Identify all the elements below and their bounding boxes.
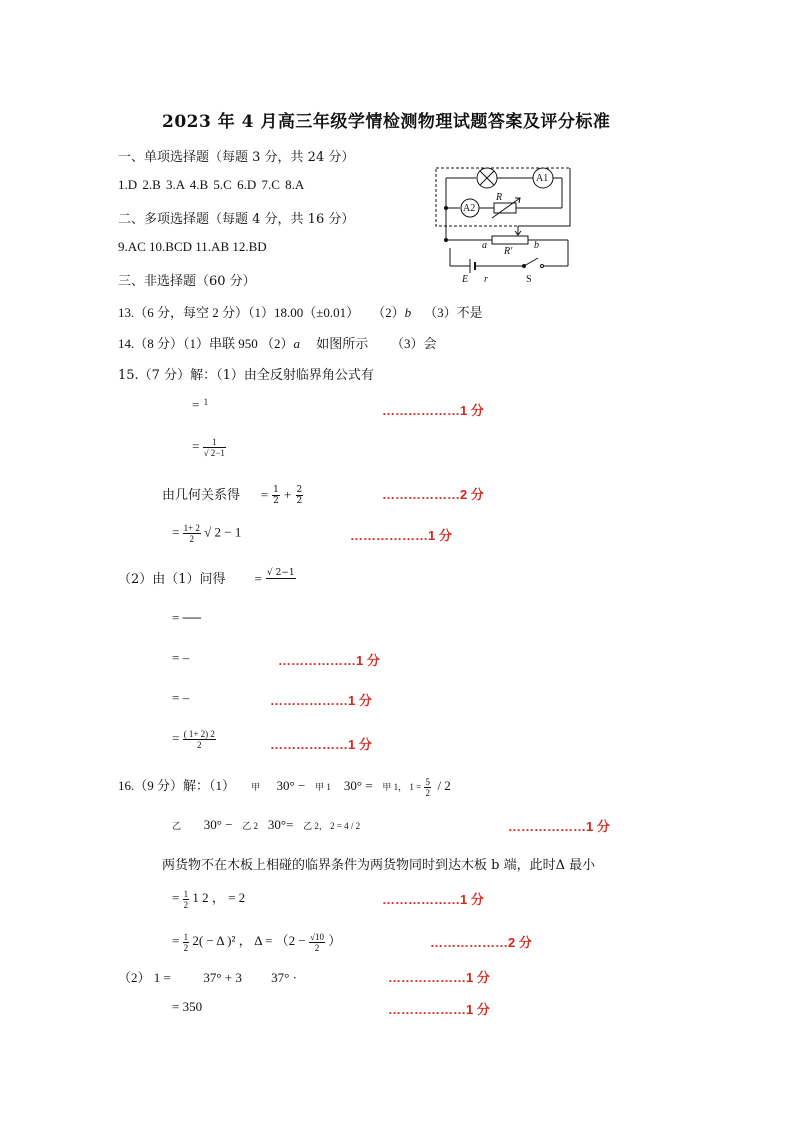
label-r-internal: r [484, 274, 488, 285]
label-r: R [496, 192, 503, 203]
multi-choice-answers: 9.AC 10.BCD 11.AB 12.BD [118, 239, 267, 254]
score-8: ………………1 分 [382, 892, 484, 907]
label-rprime: R' [504, 246, 513, 257]
score-7: ………………1 分 [508, 819, 610, 834]
label-a: a [482, 240, 487, 251]
score-9: ………………2 分 [430, 935, 532, 950]
score-4: ………………1 分 [278, 653, 380, 668]
q15-eq8: = – [172, 690, 190, 705]
q15-eq1: = 1 [192, 397, 209, 412]
q15-eq9: = $\frac{( 1+ 2) 2}{2}$ [172, 729, 215, 750]
q16-text: 两货物不在木板上相碰的临界条件为两货物同时到达木板 b 端，此时Δ 最小 [162, 858, 596, 873]
q16-line1: 16.（9 分）解：（1） 甲 30° − 甲 1 30° = 甲 1， 1 = $\frac{5}{2}$ / 2 [118, 776, 451, 798]
dashed-box [436, 168, 570, 226]
q16-line4: = $\frac{1}{2}$ 2( − Δ )² ， Δ = （2 − $\frac{√10}{2}$ ） [172, 931, 342, 953]
score-6: ………………1 分 [270, 737, 372, 752]
single-choice-header: 一、单项选择题（每题 3 分，共 24 分） [118, 150, 355, 165]
score-5: ………………1 分 [270, 693, 372, 708]
q16-line5: （2） 1 = 37° + 3 37° · [118, 970, 297, 985]
label-e: E [462, 274, 469, 285]
label-a2: A2 [463, 203, 476, 214]
label-s: S [526, 274, 532, 285]
score-2: ………………2 分 [382, 487, 484, 502]
label-a1: A1 [536, 173, 549, 184]
resistor-r-symbol [494, 203, 516, 213]
multi-choice-header: 二、多项选择题（每题 4 分，共 16 分） [118, 212, 355, 227]
nonchoice-header: 三、非选择题（60 分） [118, 274, 256, 289]
q15-eq4: = $\frac{1+ 2}{2}$ √ 2 − 1 [172, 523, 242, 544]
q15-part2: （2）由（1）问得 = √ 2−1 [118, 568, 295, 587]
score-10: ………………1 分 [388, 970, 490, 985]
score-3: ………………1 分 [350, 528, 452, 543]
q15-geo: 由几何关系得 = $\frac{1}{2}$ + $\frac{2}{2}$ [162, 485, 303, 506]
q16-line2: 乙 30° − 乙 2 30°= 乙 2， 2 = 4 / 2 [172, 817, 361, 832]
q15-eq2: = $\frac{1}{√ 2-1}$ [192, 437, 225, 458]
switch-lever [524, 258, 538, 266]
q16-line3: = $\frac{1}{2}$ 1 2 ， = 2 [172, 888, 246, 910]
circuit-diagram [432, 160, 582, 285]
q16-line6: = 350 [172, 999, 203, 1014]
resistor-rprime-symbol [492, 236, 528, 244]
page-title: 2023 年 4 月高三年级学情检测物理试题答案及评分标准 [162, 112, 611, 132]
q15-eq6: = ── [172, 610, 202, 625]
q15-header: 15.（7 分）解：（1）由全反射临界角公式有 [118, 368, 374, 383]
single-choice-answers: 1.D 2.B 3.A 4.B 5.C 6.D 7.C 8.A [118, 177, 305, 192]
q14-line: 14.（8 分）（1）串联 950 （2）a 如图所示 （3）会 [118, 336, 437, 351]
label-b: b [534, 240, 539, 251]
score-11: ………………1 分 [388, 1002, 490, 1017]
q15-eq7: = – [172, 650, 190, 665]
q13-line: 13.（6 分，每空 2 分）（1）18.00（±0.01） （2）b （3）不是 [118, 305, 483, 320]
score-1: ………………1 分 [382, 403, 484, 418]
